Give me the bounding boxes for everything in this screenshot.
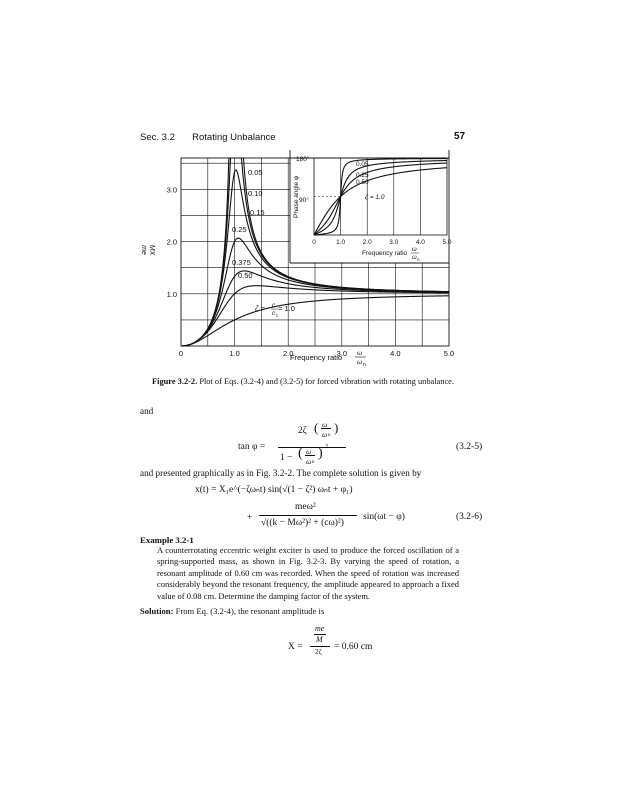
main-x-tick-label: 1.0: [229, 349, 240, 358]
inset-zeta-label: ζ = 1.0: [365, 194, 385, 201]
section-title: Rotating Unbalance: [192, 132, 276, 143]
curve-label-0-15: 0.15: [250, 208, 265, 217]
zeta-frac-sub: c: [276, 313, 279, 318]
main-y-tick-label: 1.0: [166, 289, 177, 299]
page-number: 57: [454, 131, 466, 142]
y-axis-label-den: me: [140, 245, 147, 255]
main-x-tick-label: 5.0: [443, 349, 455, 358]
zeta-label: ζ =: [255, 304, 265, 313]
text-presented: and presented graphically as in Fig. 3.2-2. The complete solution is given by: [140, 468, 422, 478]
curve-label-0-25: 0.25: [232, 225, 247, 234]
solution-text: From Eq. (3.2-4), the resonant amplitude is: [175, 606, 325, 616]
zeta-value: = 1.0: [278, 304, 295, 313]
curve-label-0-50: 0.50: [238, 271, 253, 280]
inset-x-tick-label: 4.0: [415, 239, 425, 246]
svg-text:n: n: [417, 257, 420, 262]
phase-angle-inset: [290, 150, 452, 263]
inset-curve-label-0-25: 0.25: [356, 172, 369, 179]
main-x-tick-label: 2.0: [282, 349, 294, 358]
x-axis-label: Frequency ratio: [290, 353, 343, 362]
caption-text: Plot of Eqs. (3.2-4) and (3.2-5) for forced vibration with rotating unbalance.: [199, 377, 454, 386]
figure-3-2-2: [0, 0, 617, 375]
inset-x-tick-label: 3.0: [389, 239, 399, 246]
solution-line: [140, 606, 324, 616]
main-y-tick-label: 2.0: [166, 237, 177, 247]
inset-x-tick-label: 2.0: [362, 239, 372, 246]
inset-x-tick-label: 0: [312, 239, 316, 246]
solution-label: Solution:: [140, 606, 174, 616]
inset-y-tick-180: 180°: [296, 156, 310, 163]
svg-text:ω: ω: [412, 247, 417, 253]
x-axis-ratio-sub: n: [363, 362, 366, 368]
main-y-tick-label: 3.0: [166, 185, 177, 195]
zeta-frac-num: c: [272, 303, 275, 309]
inset-curve-label-0-05: 0.05: [356, 161, 369, 168]
curve-label-0-10: 0.10: [248, 189, 263, 198]
inset-y-tick-90: 90°: [299, 197, 309, 204]
figure-caption: [152, 376, 462, 387]
inset-curve-label-0-50: 0.50: [356, 179, 369, 186]
y-axis-label-num: MX: [148, 244, 155, 256]
curve-label-0-375: 0.375: [232, 258, 251, 267]
example-title: Example 3.2-1: [140, 535, 194, 545]
x-axis-ratio-num: ω: [357, 350, 363, 357]
example-body: A counterrotating eccentric weight exciter is used to produce the forced oscillation of a spring-supported mass, as shown in Fig. 3.2-3. By varying the speed of rotation, a resonant amplitude of 0.60 cm was recorded. When the speed of rotation was increased considerably beyond the resonant frequency, the amplitude appeared to approach a fixed value of 0.08 cm. Determine the damping factor of the system.: [157, 545, 459, 601]
inset-x-tick-label: 1.0: [336, 239, 346, 246]
main-x-tick-label: 3.0: [336, 349, 348, 358]
svg-text:ω: ω: [412, 255, 417, 261]
inset-y-axis-label: Phase angle φ: [293, 175, 300, 218]
zeta-frac-den: c: [272, 311, 275, 317]
inset-x-axis-label: Frequency ratio: [362, 250, 408, 257]
inset-x-tick-label: 5.0: [442, 239, 452, 246]
text-and: and: [140, 406, 154, 416]
section-number: Sec. 3.2: [140, 132, 175, 143]
caption-label: Figure 3.2-2.: [152, 377, 198, 386]
x-axis-ratio-den: ω: [357, 359, 363, 366]
main-x-tick-label: 0: [178, 349, 184, 358]
main-x-tick-label: 4.0: [390, 349, 401, 358]
curve-label-0-05: 0.05: [248, 168, 263, 177]
